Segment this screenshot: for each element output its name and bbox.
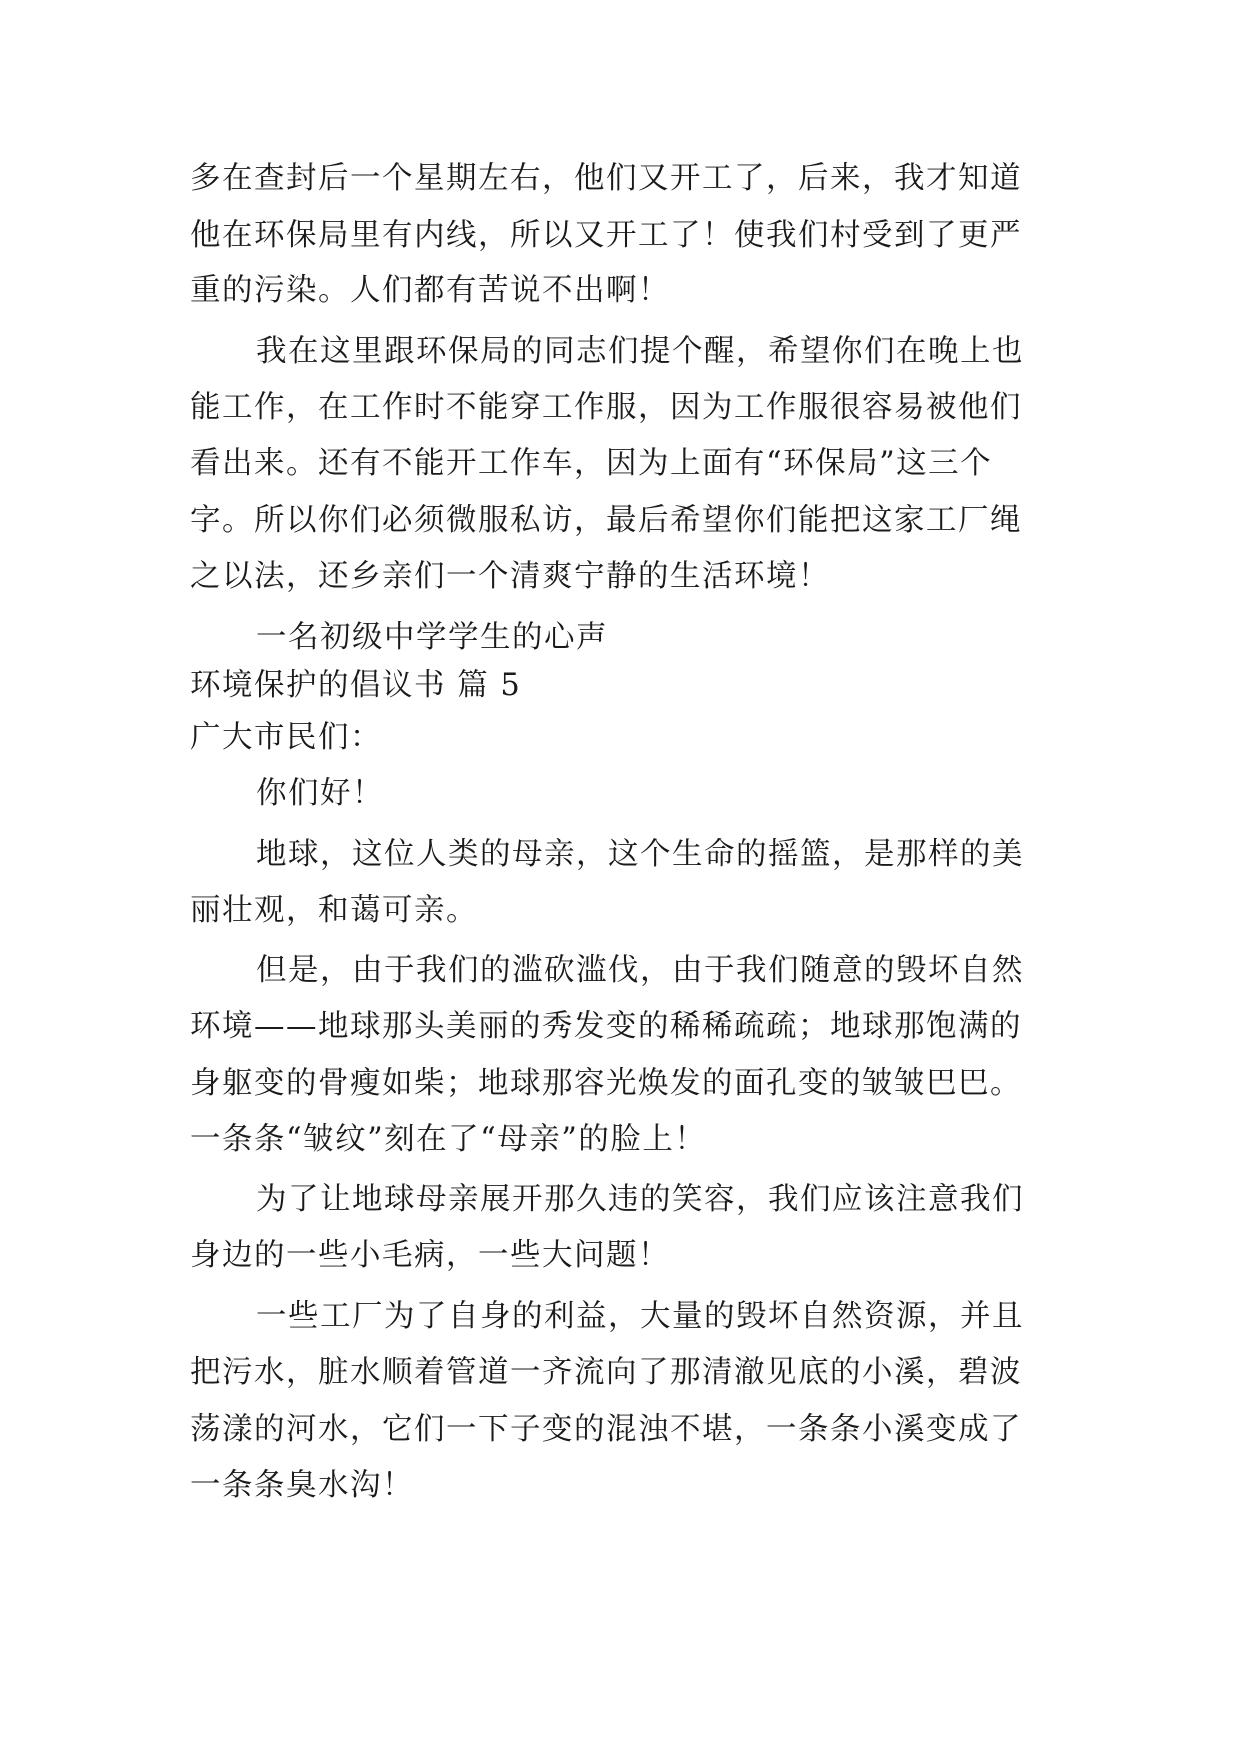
paragraph-start-line: 地球，这位人类的母亲，这个生命的摇篮，是那样的美	[256, 837, 1024, 872]
paragraph-start-line: 但是，由于我们的滥砍滥伐，由于我们随意的毁坏自然	[256, 953, 1024, 988]
body-line: 能工作，在工作时不能穿工作服，因为工作服很容易被他们	[190, 390, 1022, 425]
greeting: 你们好！	[256, 776, 384, 811]
body-line: 一条条臭水沟！	[190, 1468, 414, 1503]
section-heading: 环境保护的倡议书 篇 5	[190, 668, 522, 703]
body-line: 荡漾的河水，它们一下子变的混浊不堪，一条条小溪变成了	[190, 1412, 1022, 1447]
paragraph-start-line: 我在这里跟环保局的同志们提个醒，希望你们在晚上也	[256, 334, 1024, 369]
paragraph-start-line: 一些工厂为了自身的利益，大量的毁坏自然资源，并且	[256, 1299, 1024, 1334]
body-line: 把污水，脏水顺着管道一齐流向了那清澈见底的小溪，碧波	[190, 1355, 1022, 1390]
body-line: 看出来。还有不能开工作车，因为上面有“环保局”这三个	[190, 446, 993, 481]
body-line: 丽壮观，和蔼可亲。	[190, 893, 478, 928]
salutation: 广大市民们：	[190, 720, 382, 755]
paragraph-start-line: 为了让地球母亲展开那久违的笑容，我们应该注意我们	[256, 1182, 1024, 1217]
body-line: 一条条“皱纹”刻在了“母亲”的脸上！	[190, 1122, 707, 1157]
body-line: 环境——地球那头美丽的秀发变的稀稀疏疏；地球那饱满的	[190, 1009, 1022, 1044]
body-line: 字。所以你们必须微服私访，最后希望你们能把这家工厂绳	[190, 503, 1022, 538]
body-line: 之以法，还乡亲们一个清爽宁静的生活环境！	[190, 559, 830, 594]
body-line: 他在环保局里有内线，所以又开工了！使我们村受到了更严	[190, 218, 1022, 253]
body-line: 重的污染。人们都有苦说不出啊！	[190, 273, 670, 308]
body-line: 多在查封后一个星期左右，他们又开工了，后来，我才知道	[190, 161, 1022, 196]
signature-line: 一名初级中学学生的心声	[256, 620, 608, 655]
body-line: 身边的一些小毛病，一些大问题！	[190, 1238, 670, 1273]
body-line: 身躯变的骨瘦如柴；地球那容光焕发的面孔变的皱皱巴巴。	[190, 1066, 1022, 1101]
